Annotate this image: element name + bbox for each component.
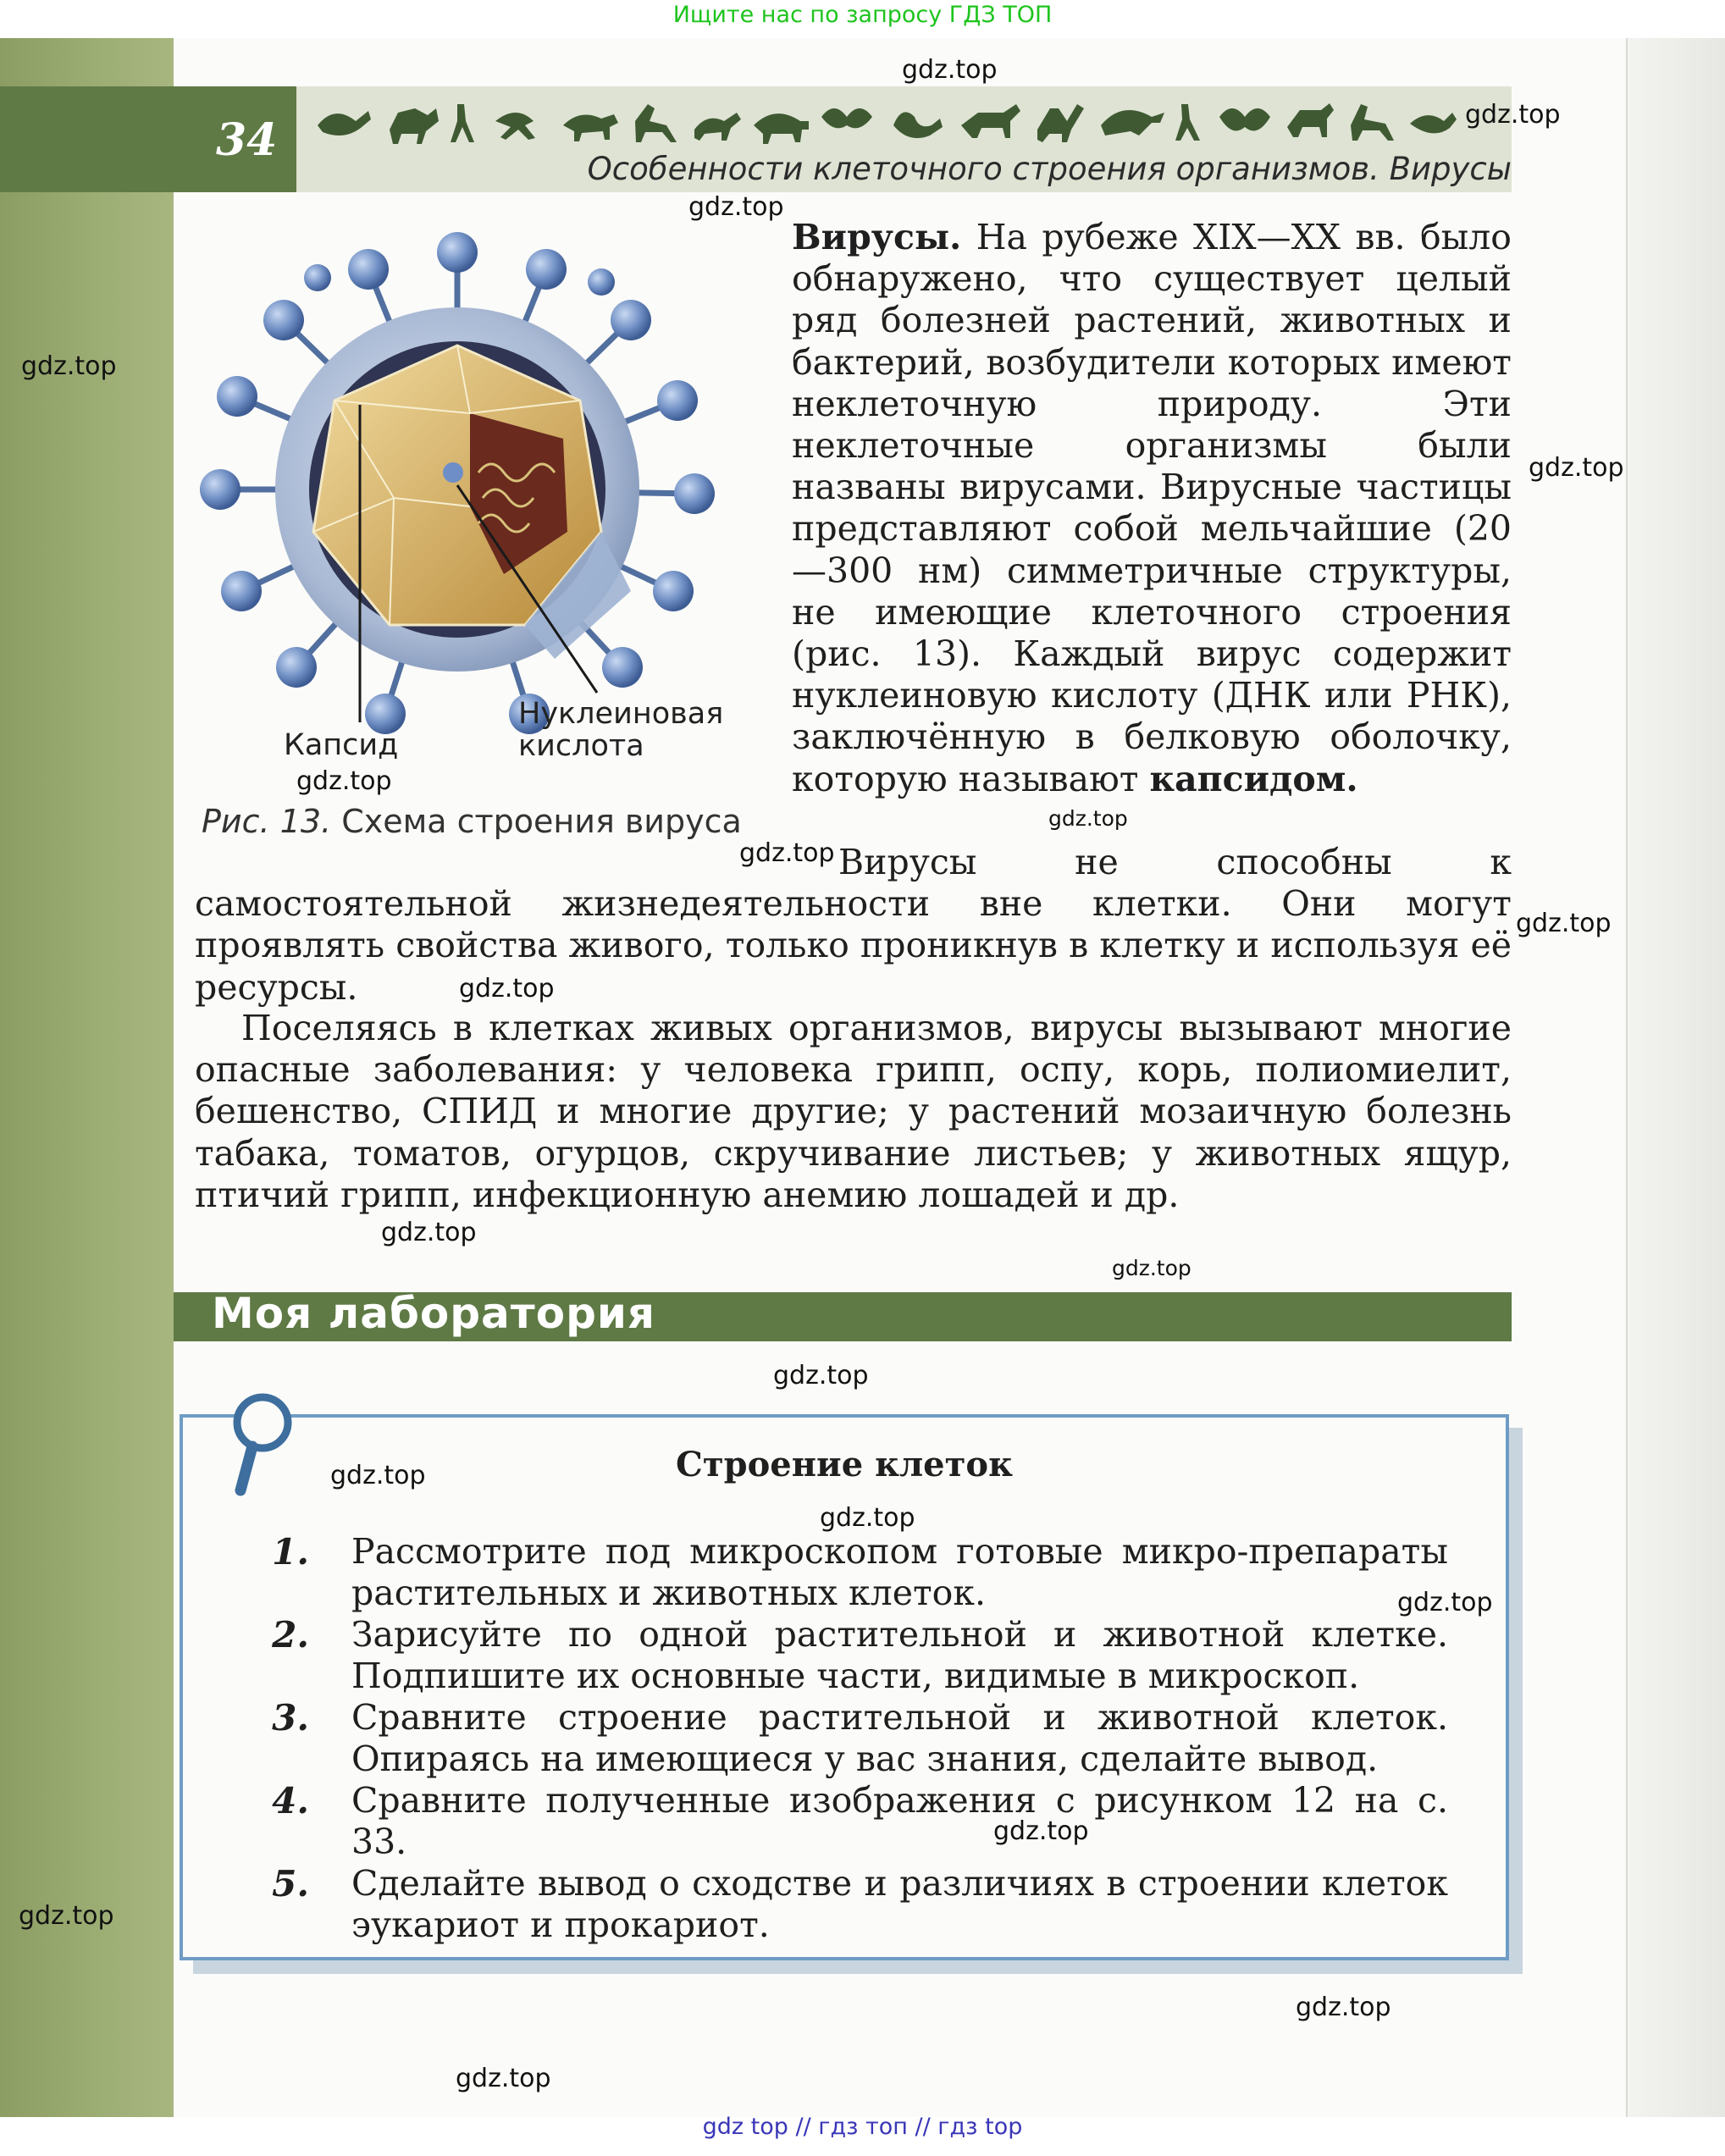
step-number: 3. xyxy=(272,1697,309,1739)
virus-heading: Вирусы. xyxy=(792,217,962,257)
watermark: gdz.top xyxy=(1529,453,1624,483)
virus-paragraph-2: Вирусы не способны к самостоятельной жизнедеятельности вне клетки. Они могут проявлять свойства живого, только проникнув в клетку и используя её ресурсы. xyxy=(195,842,1512,1008)
watermark: gdz.top xyxy=(688,192,784,222)
watermark: gdz.top xyxy=(1397,1588,1493,1617)
watermark: gdz.top xyxy=(459,974,555,1003)
watermark: gdz.top xyxy=(1516,909,1612,938)
step-text: Сравните строение растительной и животной клеток. Опираясь на имеющиеся у вас знания, сделайте вывод. xyxy=(351,1697,1448,1779)
watermark: gdz.top xyxy=(19,1901,114,1931)
watermark: gdz.top xyxy=(381,1218,477,1247)
watermark: gdz.top xyxy=(739,838,835,868)
top-search-banner[interactable]: Ищите нас по запросу ГДЗ ТОП xyxy=(672,2,1053,28)
watermark: gdz.top xyxy=(1465,100,1561,130)
animal-silhouettes-icon xyxy=(309,91,1461,151)
step-text: Рассмотрите под микроскопом готовые микро-препараты растительных и животных клеток. xyxy=(351,1531,1448,1613)
step-text: Сделайте вывод о сходстве и различиях в строении клеток эукариот и прокариот. xyxy=(351,1863,1448,1945)
virus-structure-illustration xyxy=(191,218,733,763)
diseases-paragraph: Поселяясь в клетках живых организмов, вирусы вызывают многие опасные заболевания: у человека грипп, оспу, корь, полиомиелит, бешенство, СПИД и многие другие; у растений мозаичную болезнь табака, томатов, огурцов, скручивание листьев; у животных ящур, птичий грипп, инфекционную анемию лошадей и др. xyxy=(195,1008,1512,1215)
lab-heading: Строение клеток xyxy=(676,1445,1013,1484)
virus-paragraph-text: На рубеже XIX—XX вв. было обнаружено, что существует целый ряд болезней растений, животных и бактерий, возбудители которых имеют неклеточную природу. Эти неклеточные организмы были названы вирусами. Вирусные частицы представляют собой мельчайшие (20—300 нм) симметричные структуры, не имеющие клеточного строения (рис. 13). Каждый вирус содержит нуклеиновую кислоту (ДНК или РНК), заключённую в белковую оболочку, которую называют xyxy=(792,217,1512,799)
nucleic-acid-label-line2: кислота xyxy=(518,729,644,763)
watermark: gdz.top xyxy=(1112,1256,1191,1280)
watermark: gdz.top xyxy=(1296,1993,1391,2022)
watermark: gdz.top xyxy=(773,1361,869,1390)
watermark: gdz.top xyxy=(1048,806,1128,831)
step-number: 5. xyxy=(272,1863,309,1904)
watermark: gdz.top xyxy=(902,55,998,85)
watermark: gdz.top xyxy=(330,1461,426,1490)
lab-section-title: Моя лаборатория xyxy=(212,1289,656,1338)
step-text: Сравните полученные изображения с рисунком 12 на с. 33. xyxy=(351,1780,1448,1862)
capsid-label: Капсид xyxy=(284,728,399,762)
watermark: gdz.top xyxy=(820,1503,915,1533)
page-fold-shadow xyxy=(1626,38,1725,2117)
page-margin-band xyxy=(0,38,174,2117)
bottom-links[interactable]: gdz top // гдз топ // гдз top xyxy=(702,2114,1023,2140)
figure-caption-prefix: Рис. 13. xyxy=(202,803,332,840)
watermark: gdz.top xyxy=(993,1816,1089,1846)
watermark: gdz.top xyxy=(296,766,392,796)
step-text: Зарисуйте по одной растительной и животной клетке. Подпишите их основные части, видимые в микроскоп. xyxy=(351,1614,1448,1696)
running-head: Особенности клеточного строения организмов. Вирусы xyxy=(587,151,1512,187)
capsid-term: капсидом. xyxy=(1149,758,1358,799)
figure-caption xyxy=(202,803,742,840)
watermark: gdz.top xyxy=(456,2064,551,2093)
page-number: 34 xyxy=(216,114,278,166)
nucleic-acid-label-line1: Нуклеиновая xyxy=(518,697,724,731)
step-number: 4. xyxy=(272,1780,309,1822)
figure-caption-text: Схема строения вируса xyxy=(341,803,742,840)
step-number: 1. xyxy=(272,1531,309,1573)
watermark: gdz.top xyxy=(21,351,117,381)
virus-paragraph xyxy=(792,217,1512,800)
step-number: 2. xyxy=(272,1614,309,1656)
